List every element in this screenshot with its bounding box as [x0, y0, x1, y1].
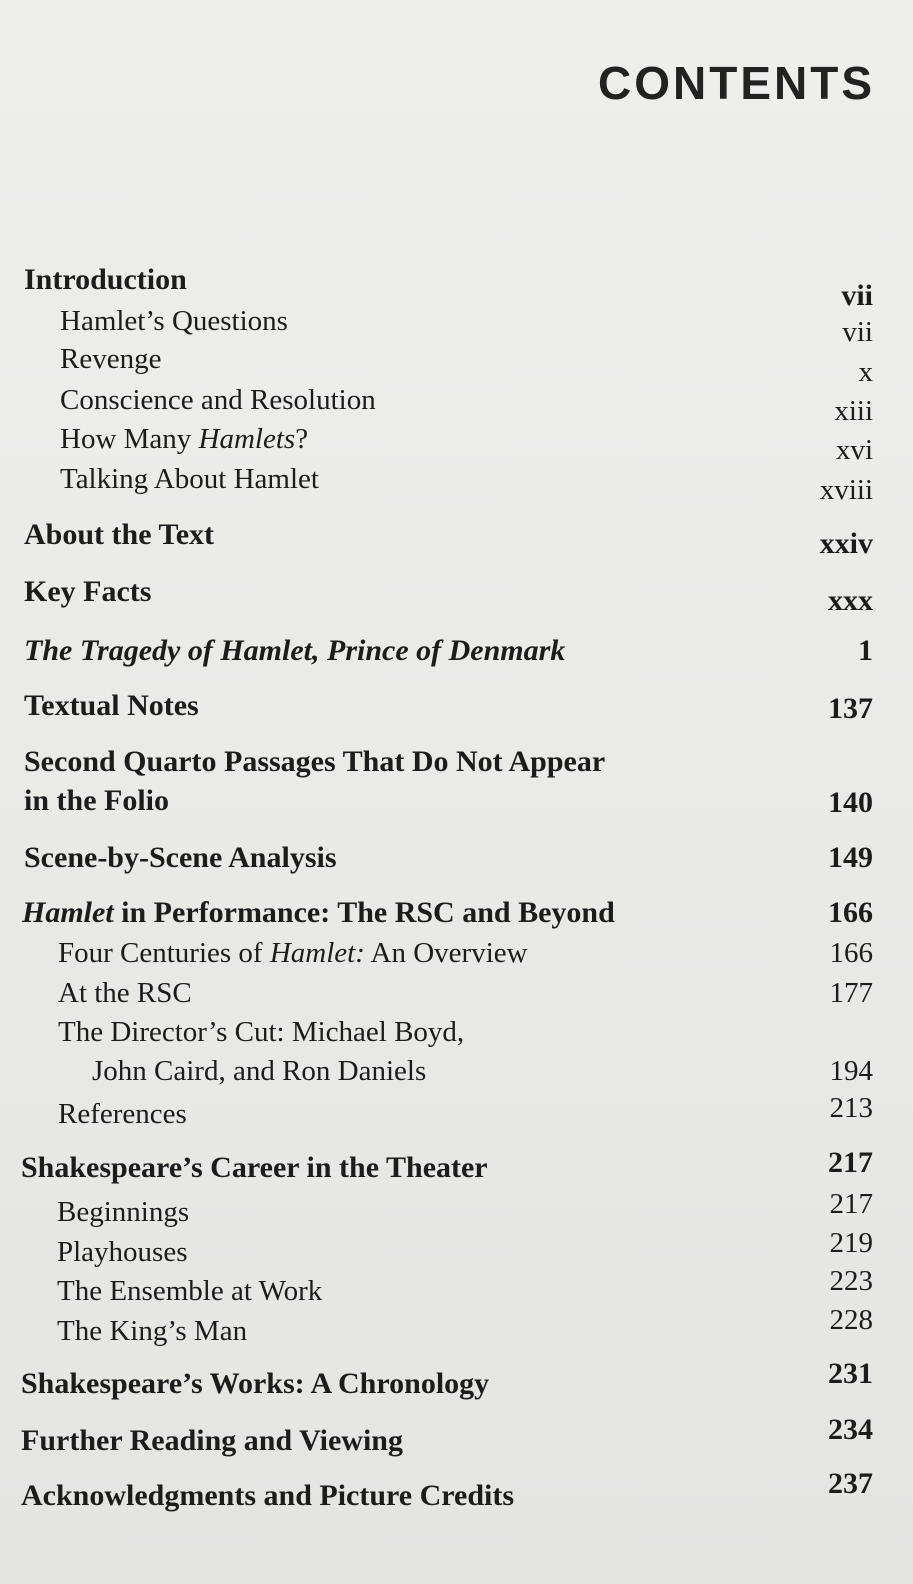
toc-label: The Ensemble at Work [57, 1275, 323, 1307]
toc-label: Four Centuries of Hamlet: An Overview [58, 937, 528, 969]
toc-page-number: 237 [828, 1467, 873, 1500]
toc-page-number: xiii [834, 395, 873, 427]
toc-page-number: xvi [835, 434, 873, 466]
toc-label: Talking About Hamlet [60, 463, 319, 495]
toc-label: Hamlet in Performance: The RSC and Beyond [22, 896, 615, 929]
toc-label: The King’s Man [57, 1315, 248, 1347]
toc-page-number: xxx [828, 584, 873, 617]
toc-page-number: x [858, 356, 873, 388]
toc-label: Scene-by-Scene Analysis [24, 841, 337, 874]
toc-label: References [58, 1098, 187, 1130]
toc-label: Conscience and Resolution [60, 384, 376, 416]
toc-label: Hamlet’s Questions [60, 305, 288, 337]
toc-label: About the Text [24, 518, 215, 551]
toc-label: Shakespeare’s Career in the Theater [21, 1151, 488, 1184]
toc-page-number: vii [842, 316, 873, 348]
toc-page-number: 1 [858, 634, 873, 667]
toc-page-number: 217 [829, 1188, 873, 1220]
toc-page-number: 213 [829, 1092, 873, 1124]
toc-label: At the RSC [58, 977, 192, 1009]
toc-page-number: 231 [828, 1357, 873, 1390]
toc-page-number: 219 [829, 1227, 873, 1259]
toc-label: Textual Notes [24, 689, 199, 722]
toc-label: Beginnings [57, 1196, 190, 1228]
toc-page-number: 137 [828, 692, 873, 725]
toc-page-number: 166 [828, 896, 873, 929]
toc-label: Revenge [60, 343, 162, 375]
toc-page-number: 217 [828, 1146, 873, 1179]
toc-page-number: 228 [829, 1304, 873, 1336]
page-title: CONTENTS [598, 57, 875, 109]
toc-page-number: 223 [829, 1265, 873, 1297]
toc-label: Acknowledgments and Picture Credits [21, 1479, 515, 1512]
toc-page-number: 194 [829, 1055, 873, 1087]
toc-page-number: 140 [828, 786, 873, 819]
toc-label-line2: John Caird, and Ron Daniels [92, 1055, 427, 1087]
toc-page-number: vii [841, 279, 873, 312]
toc-label: Introduction [24, 263, 187, 296]
toc-label-line2: in the Folio [24, 784, 170, 817]
toc-page-number: 234 [828, 1413, 873, 1446]
toc-page-number: xxiv [819, 527, 873, 560]
toc-label: Further Reading and Viewing [21, 1424, 403, 1457]
toc-label: The Tragedy of Hamlet, Prince of Denmark [24, 634, 566, 667]
toc-label: How Many Hamlets? [60, 423, 309, 455]
toc-page-number: 166 [829, 937, 873, 969]
toc-label: Key Facts [24, 575, 152, 608]
toc-label: Shakespeare’s Works: A Chronology [21, 1367, 490, 1400]
toc-label: Playhouses [57, 1236, 188, 1268]
toc-page-number: 177 [829, 977, 873, 1009]
toc-label-line1: Second Quarto Passages That Do Not Appear [24, 745, 606, 778]
toc-page-number: xviii [819, 474, 873, 506]
toc-page-number: 149 [828, 841, 873, 874]
toc-label-line1: The Director’s Cut: Michael Boyd, [58, 1016, 465, 1048]
